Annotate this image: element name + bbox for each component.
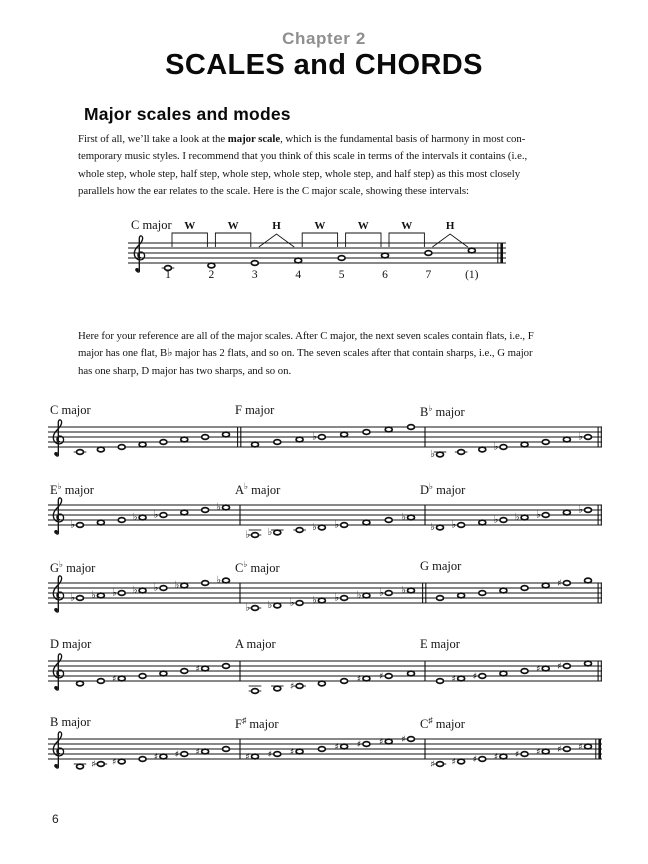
whole-note — [91, 590, 104, 601]
sharp-icon: ♯ — [451, 757, 456, 768]
scale-label: F♯ major — [235, 715, 279, 732]
whole-note — [312, 522, 325, 533]
scale-label: D♭ major — [420, 481, 466, 498]
flat-icon: ♭ — [430, 449, 435, 461]
c-major-interval-figure — [128, 216, 523, 298]
whole-note — [91, 760, 107, 770]
paragraph-line: parallels how the ear relates to the scale. Here is the C major scale, showing these intervals: — [78, 185, 469, 198]
sharp-icon: ♯ — [536, 747, 541, 758]
whole-note — [249, 686, 262, 693]
whole-note — [536, 748, 549, 758]
scale-label: D major — [50, 637, 92, 651]
scale-label: B♭ major — [420, 403, 465, 420]
flat-icon: ♭ — [91, 590, 96, 602]
flat-icon: ♭ — [312, 595, 317, 607]
whole-note — [363, 520, 370, 525]
page-title: SCALES and CHORDS — [165, 49, 483, 81]
whole-note — [379, 672, 392, 682]
staff-svg — [48, 651, 604, 707]
whole-note — [536, 510, 549, 521]
whole-note — [202, 435, 209, 440]
accidental-in-label: ♭ — [243, 559, 248, 569]
flat-icon: ♭ — [267, 600, 273, 612]
flat-icon: ♭ — [493, 514, 499, 526]
sharp-icon: ♯ — [356, 740, 362, 750]
whole-note — [437, 679, 444, 684]
flat-icon: ♭ — [132, 512, 138, 524]
interval-figure-staff — [128, 216, 523, 298]
accidental-in-label: ♯ — [428, 715, 433, 725]
whole-note — [521, 586, 528, 591]
section-heading: Major scales and modes — [84, 104, 291, 124]
whole-note — [357, 590, 370, 601]
whole-note — [181, 510, 188, 515]
flat-icon: ♭ — [153, 509, 159, 521]
whole-note — [74, 450, 87, 455]
whole-note — [338, 256, 345, 261]
whole-note — [268, 750, 281, 760]
sharp-icon: ♯ — [91, 760, 96, 770]
interval-label: H — [445, 220, 455, 232]
sharp-icon: ♯ — [112, 757, 117, 768]
whole-note — [334, 593, 347, 604]
whole-note — [401, 512, 414, 523]
staff-svg — [48, 495, 604, 551]
whole-note — [290, 748, 303, 758]
accidental-in-label: ♭ — [244, 481, 249, 491]
figure-label: C major — [131, 218, 172, 232]
whole-note — [452, 758, 465, 768]
sharp-icon: ♯ — [430, 760, 435, 770]
flat-icon: ♭ — [334, 592, 340, 604]
whole-note — [515, 750, 528, 760]
whole-note — [293, 528, 306, 533]
degree-number: (1) — [465, 269, 479, 281]
whole-note — [70, 520, 83, 531]
whole-note — [139, 757, 146, 762]
whole-note — [585, 578, 592, 583]
sharp-icon: ♯ — [379, 737, 384, 748]
accidental-in-label: ♭ — [429, 481, 434, 491]
sharp-icon: ♯ — [379, 672, 384, 682]
sharp-icon: ♯ — [174, 750, 180, 760]
whole-note — [430, 760, 446, 770]
whole-note — [181, 437, 188, 442]
whole-note — [251, 261, 258, 266]
interval-label: W — [184, 220, 196, 232]
flat-icon: ♭ — [493, 441, 499, 453]
whole-note — [455, 450, 468, 455]
whole-note — [139, 442, 146, 447]
sharp-icon: ♯ — [267, 750, 273, 760]
whole-note — [335, 743, 348, 753]
staff-lines — [48, 661, 602, 681]
whole-note — [357, 740, 370, 750]
whole-note — [133, 585, 146, 596]
whole-note — [542, 440, 549, 445]
whole-note — [175, 750, 188, 760]
whole-note — [401, 735, 414, 745]
degree-number: 6 — [382, 269, 388, 281]
sharp-icon: ♯ — [493, 752, 499, 763]
scale-label: C♯ major — [420, 715, 465, 732]
paragraph-line: whole step, whole step, half step, whole step, whole step, whole step, and half step) as this most closely — [78, 167, 521, 180]
paragraph-line: has one sharp, D major has two sharps, and so on. — [78, 364, 292, 377]
interval-label: W — [314, 220, 326, 232]
whole-note — [290, 682, 306, 692]
whole-note — [181, 669, 188, 674]
flat-icon: ♭ — [245, 529, 250, 541]
whole-note — [112, 675, 125, 685]
whole-note — [97, 520, 104, 525]
accidental-in-label: ♯ — [241, 715, 247, 725]
whole-note — [430, 449, 446, 460]
whole-note — [274, 440, 281, 445]
whole-note — [458, 593, 465, 598]
whole-note — [223, 664, 230, 669]
scale-label: G♭ major — [50, 559, 96, 576]
whole-note — [245, 753, 258, 763]
page-number: 6 — [52, 812, 59, 826]
whole-note — [154, 510, 167, 521]
whole-note — [154, 583, 167, 594]
whole-note — [334, 520, 347, 531]
scale-label: B major — [50, 715, 91, 729]
sharp-icon: ♯ — [536, 664, 541, 675]
scale-label: A♭ major — [235, 481, 281, 498]
intro-paragraph — [78, 131, 527, 201]
sharp-icon: ♯ — [356, 674, 362, 685]
flat-icon: ♭ — [430, 522, 435, 534]
degree-number: 7 — [425, 269, 432, 281]
whole-note — [268, 600, 281, 611]
whole-note — [74, 764, 87, 769]
treble-clef-icon — [53, 654, 63, 690]
whole-note — [585, 661, 592, 666]
sharp-icon: ♯ — [289, 747, 295, 758]
whole-note — [216, 575, 229, 586]
sharp-icon: ♯ — [451, 674, 456, 685]
whole-note — [515, 512, 528, 523]
whole-note — [202, 508, 209, 513]
sharp-icon: ♯ — [557, 745, 562, 755]
staff-svg — [48, 729, 604, 785]
whole-note — [271, 686, 284, 691]
whole-note — [542, 583, 549, 588]
whole-note — [97, 447, 104, 452]
sharp-icon: ♯ — [401, 735, 406, 745]
sharp-icon: ♯ — [195, 664, 200, 675]
whole-note — [563, 437, 570, 442]
whole-note — [578, 743, 591, 753]
whole-note — [563, 510, 570, 515]
whole-note — [379, 738, 392, 748]
sharp-icon: ♯ — [472, 755, 478, 765]
sharp-icon: ♯ — [578, 742, 583, 753]
whole-note — [118, 518, 125, 523]
whole-note — [208, 263, 215, 268]
flat-icon: ♭ — [111, 587, 117, 599]
whole-note — [312, 432, 325, 443]
flat-icon: ♭ — [334, 519, 340, 531]
flat-icon: ♭ — [289, 597, 295, 609]
whole-note — [521, 442, 528, 447]
whole-note — [382, 253, 389, 258]
accidental-in-label: ♭ — [57, 481, 62, 491]
sharp-icon: ♯ — [195, 747, 200, 758]
staff-system-row — [48, 403, 604, 475]
treble-clef-icon — [53, 420, 63, 456]
whole-note — [451, 520, 464, 531]
whole-note — [245, 603, 261, 614]
staff-lines — [128, 243, 506, 263]
flat-icon: ♭ — [70, 592, 75, 604]
flat-icon: ♭ — [578, 504, 583, 516]
scale-label: G major — [420, 559, 462, 573]
whole-note — [175, 580, 188, 591]
accidental-in-label: ♭ — [428, 403, 433, 413]
flat-icon: ♭ — [535, 509, 541, 521]
whole-note — [118, 445, 125, 450]
sharp-icon: ♯ — [514, 750, 520, 760]
whole-note — [521, 669, 528, 674]
whole-note — [216, 502, 229, 513]
sharp-icon: ♯ — [112, 674, 117, 685]
sharp-icon: ♯ — [557, 579, 562, 589]
paragraph-line: First of all, we’ll take a look at the major scale, which is the fundamental basis of harmony in most con- — [78, 133, 526, 145]
accidental-in-label: ♭ — [59, 559, 64, 569]
whole-note — [494, 753, 507, 763]
flat-icon: ♭ — [401, 585, 406, 597]
whole-note — [318, 747, 325, 752]
whole-note — [363, 430, 370, 435]
whole-note — [385, 518, 392, 523]
sharp-icon: ♯ — [557, 662, 562, 672]
whole-note — [408, 425, 415, 430]
whole-note — [295, 258, 302, 263]
whole-note — [112, 758, 125, 768]
whole-note — [479, 447, 486, 452]
whole-note — [268, 527, 284, 538]
whole-note — [77, 681, 84, 686]
scale-label: E major — [420, 637, 460, 651]
whole-note — [160, 440, 167, 445]
flat-icon: ♭ — [216, 575, 221, 587]
treble-clef-icon — [53, 576, 63, 612]
staff-system-row — [48, 715, 604, 787]
scale-label: C major — [50, 403, 91, 417]
whole-note — [468, 248, 475, 253]
degree-number: 1 — [165, 269, 171, 281]
whole-note — [312, 595, 325, 606]
flat-icon: ♭ — [132, 585, 138, 597]
whole-note — [473, 755, 486, 765]
whole-note — [494, 515, 507, 526]
staff-system-row — [48, 637, 604, 709]
flat-icon: ♭ — [174, 580, 180, 592]
whole-note — [452, 675, 465, 685]
whole-note — [578, 432, 591, 443]
degree-number: 3 — [251, 269, 258, 281]
whole-note — [223, 747, 230, 752]
whole-note — [160, 671, 167, 676]
whole-note — [437, 596, 444, 601]
interval-label: H — [272, 220, 281, 232]
whole-note — [357, 675, 370, 685]
whole-note — [223, 432, 230, 437]
staff-system-row — [48, 559, 604, 631]
flat-icon: ♭ — [267, 527, 273, 539]
whole-note — [202, 581, 209, 586]
interval-label: W — [401, 220, 413, 232]
whole-note — [318, 681, 325, 686]
scale-label: C♭ major — [235, 559, 280, 576]
paragraph-line: Here for your reference are all of the major scales. After C major, the next seven scales contain flats, i.e., F — [78, 330, 534, 342]
whole-note — [341, 432, 348, 437]
whole-note — [196, 665, 209, 675]
whole-note — [245, 530, 261, 541]
scale-label: A major — [235, 637, 276, 651]
whole-note — [290, 598, 303, 609]
flat-icon: ♭ — [153, 582, 159, 594]
flat-icon: ♭ — [356, 590, 362, 602]
flat-icon: ♭ — [451, 519, 457, 531]
interval-label: W — [357, 220, 369, 232]
interval-label: W — [227, 220, 239, 232]
flat-icon: ♭ — [578, 431, 583, 443]
degree-number: 5 — [338, 269, 345, 281]
reference-paragraph — [78, 328, 534, 380]
whole-note — [385, 427, 392, 432]
whole-note — [473, 672, 486, 682]
whole-note — [557, 745, 570, 755]
whole-note — [494, 442, 507, 453]
whole-note — [536, 665, 549, 675]
treble-clef-icon — [134, 236, 144, 272]
whole-note — [341, 679, 348, 684]
paragraph-line: major has one flat, B♭ major has 2 flats, and so on. The seven scales after that contain sharps, i.e., G major — [78, 347, 533, 360]
flat-icon: ♭ — [514, 512, 520, 524]
whole-note — [133, 512, 146, 523]
whole-note — [500, 671, 507, 676]
whole-note — [479, 591, 486, 596]
sharp-icon: ♯ — [245, 752, 250, 763]
staff-system-row — [48, 481, 604, 553]
whole-note — [479, 520, 486, 525]
flat-icon: ♭ — [312, 431, 317, 443]
whole-note — [70, 593, 83, 604]
degree-number: 4 — [295, 269, 302, 281]
whole-note — [578, 505, 591, 516]
whole-note — [379, 588, 392, 599]
staff-svg — [48, 417, 604, 473]
flat-icon: ♭ — [401, 512, 406, 524]
sharp-icon: ♯ — [289, 682, 295, 692]
whole-note — [196, 748, 209, 758]
paragraph-line: temporary music styles. I recommend that you think of this scale in terms of the intervals it contains (i.e., — [78, 150, 528, 163]
whole-note — [139, 674, 146, 679]
flat-icon: ♭ — [245, 602, 250, 614]
whole-note — [408, 671, 415, 676]
flat-icon: ♭ — [378, 587, 384, 599]
sharp-icon: ♯ — [472, 672, 478, 682]
sharp-icon: ♯ — [334, 742, 339, 753]
chapter-label: Chapter 2 — [282, 29, 366, 48]
whole-note — [112, 588, 125, 599]
bold-term: major scale — [227, 133, 281, 145]
whole-note — [296, 437, 303, 442]
flat-icon: ♭ — [216, 502, 221, 514]
whole-note — [425, 251, 432, 256]
flat-icon: ♭ — [312, 522, 317, 534]
whole-note — [430, 522, 443, 533]
whole-note — [500, 588, 507, 593]
treble-clef-icon — [53, 498, 63, 534]
sharp-icon: ♯ — [153, 752, 159, 763]
flat-icon: ♭ — [70, 519, 75, 531]
staff-svg — [48, 573, 604, 629]
treble-clef-icon — [53, 732, 63, 768]
whole-note — [97, 679, 104, 684]
scale-label: E♭ major — [50, 481, 94, 498]
whole-note — [557, 662, 570, 672]
whole-note — [252, 442, 259, 447]
scale-label: F major — [235, 403, 275, 417]
whole-note — [401, 585, 414, 596]
whole-note — [557, 579, 570, 589]
whole-note — [154, 753, 167, 763]
degree-number: 2 — [208, 269, 215, 281]
